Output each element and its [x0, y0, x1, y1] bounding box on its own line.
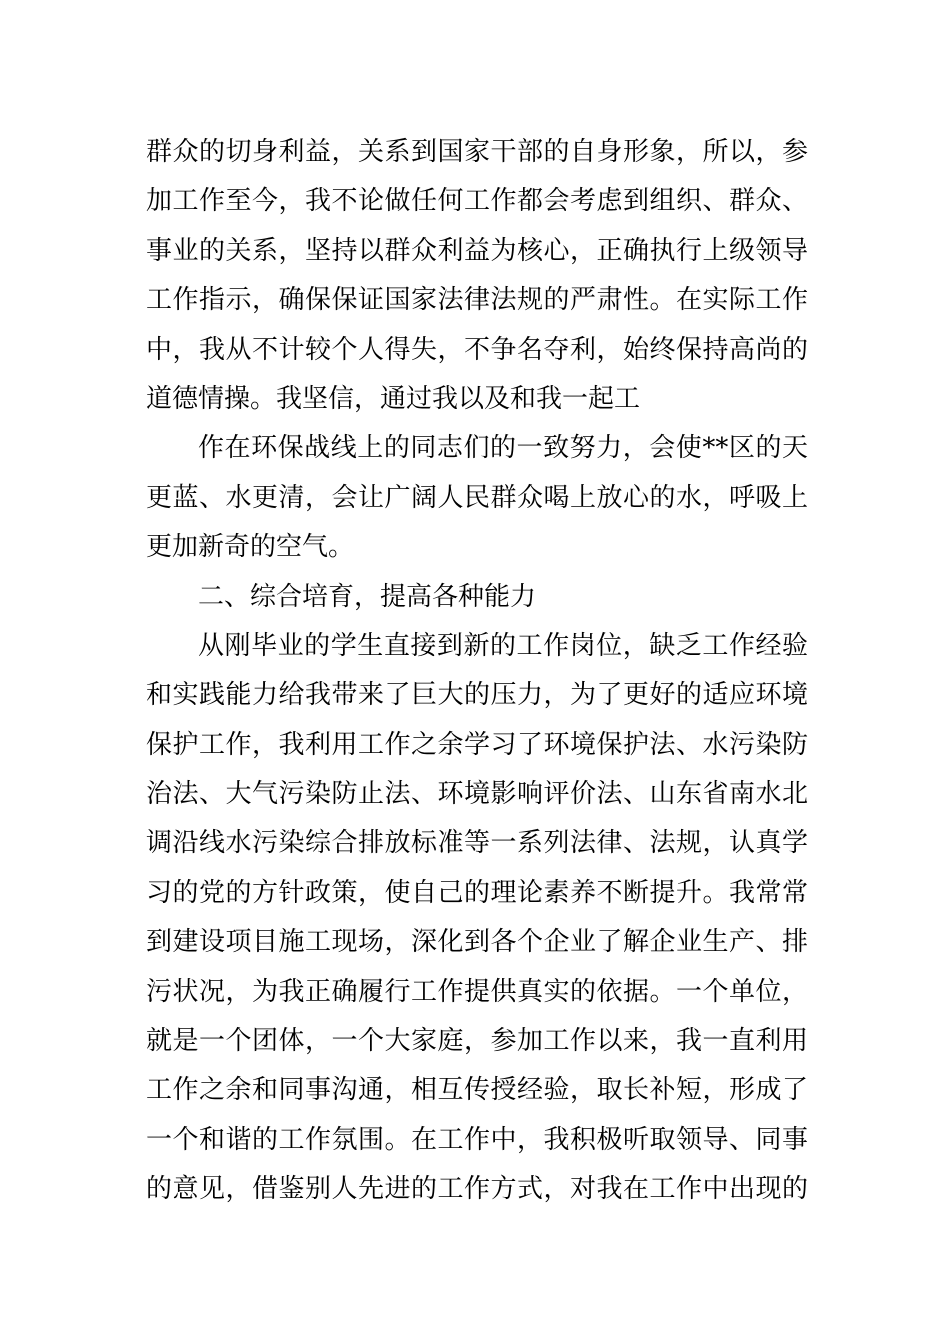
text-line: 作在环保战线上的同志们的一致努力，会使**区的天	[198, 433, 808, 464]
text-line: 道德情操。我坚信，通过我以及和我一起工	[146, 383, 641, 414]
text-line: 工作指示，确保保证国家法律法规的严肃性。在实际工作	[146, 285, 808, 316]
text-line: 到建设项目施工现场，深化到各个企业了解企业生产、排	[146, 927, 808, 958]
text-line: 事业的关系，坚持以群众利益为核心，正确执行上级领导	[146, 235, 808, 266]
text-line: 更加新奇的空气。	[146, 532, 355, 563]
text-line: 中，我从不计较个人得失，不争名夺利，始终保持高尚的	[146, 334, 808, 365]
text-line: 二、综合培育，提高各种能力	[198, 581, 537, 612]
text-line: 习的党的方针政策，使自己的理论素养不断提升。我常常	[146, 877, 808, 908]
text-line: 就是一个团体，一个大家庭，参加工作以来，我一直利用	[146, 1026, 808, 1057]
text-line: 调沿线水污染综合排放标准等一系列法律、法规，认真学	[146, 828, 808, 859]
text-line: 治法、大气污染防止法、环境影响评价法、山东省南水北	[146, 779, 808, 810]
body-text	[146, 128, 808, 1215]
text-line: 和实践能力给我带来了巨大的压力，为了更好的适应环境	[146, 680, 808, 711]
text-line: 的意见，借鉴别人先进的工作方式，对我在工作中出现的	[146, 1174, 808, 1205]
text-line: 从刚毕业的学生直接到新的工作岗位，缺乏工作经验	[198, 630, 808, 661]
text-line: 污状况，为我正确履行工作提供真实的依据。一个单位，	[146, 976, 808, 1007]
text-line: 更蓝、水更清，会让广阔人民群众喝上放心的水，呼吸上	[146, 482, 808, 513]
text-line: 一个和谐的工作氛围。在工作中，我积极听取领导、同事	[146, 1124, 808, 1155]
text-line: 工作之余和同事沟通，相互传授经验，取长补短，形成了	[146, 1075, 808, 1106]
text-line: 保护工作，我利用工作之余学习了环境保护法、水污染防	[146, 729, 808, 760]
text-line: 群众的切身利益，关系到国家干部的自身形象，所以，参	[146, 137, 808, 167]
text-line: 加工作至今，我不论做任何工作都会考虑到组织、群众、	[146, 186, 808, 217]
